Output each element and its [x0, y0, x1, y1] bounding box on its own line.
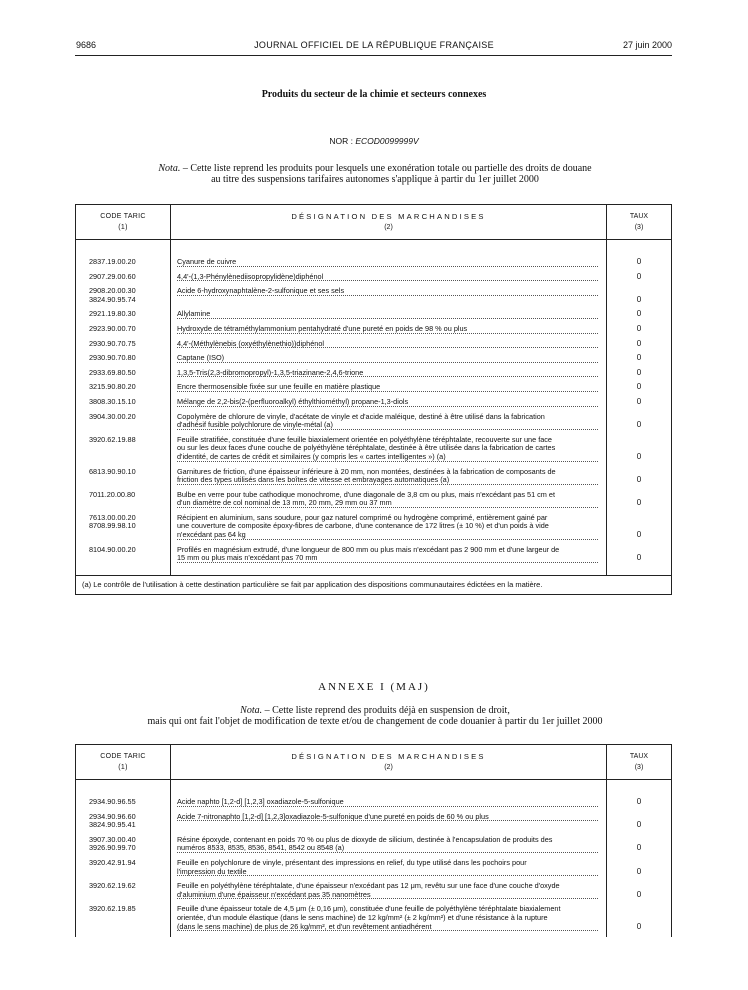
taux-header-label: TAUX — [629, 213, 649, 220]
table-row — [76, 859, 672, 882]
table-header — [76, 745, 672, 780]
table-row — [76, 882, 672, 905]
code-header-num: (1) — [118, 224, 128, 231]
designation-text: Garnitures de friction, d'une épaisseur inférieure à 20 mm, non montées, destinées à la fabrication de composants de friction des types utilisés dans les boîtes de vitesse et embrayages automatiques (a) — [177, 466, 556, 485]
annex-nota-line-2: mais qui ont fait l'objet de modification de texte et/ou de changement de code douanier à partir du 1er juillet 2000 — [147, 716, 603, 727]
taux-header-label: TAUX — [629, 753, 649, 760]
table-row — [76, 354, 672, 369]
designation-text: Mélange de 2,2-bis(2-(perfluoroalkyl) éthylthiométhyl) propane-1,3-diols — [177, 396, 409, 406]
taric-code: 2907.29.00.60 — [76, 273, 171, 288]
designation-cell — [171, 514, 607, 546]
column-header-designation — [171, 205, 607, 240]
taric-code: 2921.19.80.30 — [76, 310, 171, 325]
header-rule — [75, 55, 672, 56]
rate-cell: 0 — [607, 905, 672, 937]
rate-cell: 0 — [607, 287, 672, 310]
column-header-taux — [607, 205, 672, 240]
rate-cell: 0 — [607, 354, 672, 369]
code-header-num: (1) — [118, 764, 128, 771]
rate-cell: 0 — [607, 340, 672, 355]
designation-cell — [171, 273, 607, 288]
designation-text: Copolymère de chlorure de vinyle, d'acétate de vinyle et d'acide maléique, destiné à être utilisé dans la fabrication d'adhésif fusible polychlorure de vinyle-métal (a) — [177, 411, 545, 430]
designation-text: Encre thermosensible fixée sur une feuille en matière plastique — [177, 382, 381, 392]
rate-cell: 0 — [607, 468, 672, 491]
taric-code: 3904.30.00.20 — [76, 413, 171, 436]
taric-code: 2934.90.96.60 3824.90.95.41 — [76, 813, 171, 836]
nota-line-1: – Cette liste reprend les produits pour lesquels une exonération totale ou partielle des droits de douane — [180, 163, 592, 174]
table-row — [76, 491, 672, 514]
designation-header-label: DÉSIGNATION DES MARCHANDISES — [291, 752, 486, 761]
designation-text: Acide naphto [1,2-d] [1,2,3] oxadiazole-5-sulfonique — [177, 797, 344, 806]
rate-cell: 0 — [607, 273, 672, 288]
designation-text: Feuille en polychlorure de vinyle, présentant des impressions en relief, du type utilisé dans les pochoirs pour l'impression du textile — [177, 857, 527, 876]
designation-cell — [171, 546, 607, 569]
rate-cell: 0 — [607, 813, 672, 836]
taric-code: 3920.42.91.94 — [76, 859, 171, 882]
taric-code: 7613.00.00.20 8708.99.98.10 — [76, 514, 171, 546]
table-row — [76, 258, 672, 273]
table-row — [76, 398, 672, 413]
taric-code: 8104.90.00.20 — [76, 546, 171, 569]
designation-cell — [171, 836, 607, 859]
designation-cell — [171, 413, 607, 436]
designation-cell — [171, 340, 607, 355]
designation-cell — [171, 859, 607, 882]
rate-cell: 0 — [607, 383, 672, 398]
rate-cell: 0 — [607, 325, 672, 340]
nota-line-2: au titre des suspensions tarifaires autonomes s'applique à partir du 1er juillet 2000 — [211, 174, 539, 185]
designation-cell — [171, 258, 607, 273]
rate-cell: 0 — [607, 310, 672, 325]
annex-title: ANNEXE I (MAJ) — [318, 681, 430, 693]
taric-code: 2908.20.00.30 3824.90.95.74 — [76, 287, 171, 310]
table-row — [76, 273, 672, 288]
tariff-table — [75, 204, 672, 595]
designation-cell — [171, 882, 607, 905]
table-row — [76, 383, 672, 398]
page-number: 9686 — [76, 40, 97, 50]
taric-code: 2923.90.00.70 — [76, 325, 171, 340]
table-row — [76, 325, 672, 340]
designation-text: Feuille d'une épaisseur totale de 4,5 μm (± 0,16 μm), constituée d'une feuille de polyéthylène téréphtalate biaxialement orientée, d'un module élastique (dans le sens machine) de 12 kg/mm² (± 2 kg/mm²) et d'une résistance à la rupture (dans le sens machine) de plus de 26 kg/mm², et d'un revêtement antiadhérent — [177, 904, 561, 931]
designation-text: Profilés en magnésium extrudé, d'une longueur de 800 mm ou plus mais n'excédant pas 2 900 mm et d'une largeur de 15 mm ou plus mais n'excédant pas 70 mm — [177, 544, 560, 563]
column-header-code — [76, 745, 171, 780]
table-row — [76, 836, 672, 859]
designation-text: Cyanure de cuivre — [177, 257, 237, 266]
annex-tariff-table — [75, 744, 672, 937]
taric-code: 3808.30.15.10 — [76, 398, 171, 413]
designation-text: Feuille stratifiée, constituée d'une feuille biaxialement orientée en polyéthylène téréphtalate, recouverte sur une face ou sur les deux faces d'une couche de polyéthylène téréphtalate, destinée à être utilisée dans la fabrication de cartes d'identité, de cartes de crédit et similaires (y compris les « cartes intelligentes ») (a) — [177, 434, 556, 461]
table-footnote: (a) Le contrôle de l'utilisation à cette destination particulière se fait par application des dispositions communautaires édictées en la matière. — [76, 575, 672, 595]
nota-block — [130, 163, 620, 185]
table-body — [76, 258, 672, 569]
table-row — [76, 905, 672, 937]
column-header-taux — [607, 745, 672, 780]
taric-code: 6813.90.90.10 — [76, 468, 171, 491]
taric-code: 2933.69.80.50 — [76, 369, 171, 384]
code-header-label: CODE TARIC — [100, 213, 146, 220]
rate-cell: 0 — [607, 491, 672, 514]
designation-header-label: DÉSIGNATION DES MARCHANDISES — [291, 212, 486, 221]
taric-code: 2930.90.70.75 — [76, 340, 171, 355]
table-row — [76, 798, 672, 813]
taric-code: 2934.90.96.55 — [76, 798, 171, 813]
designation-cell — [171, 905, 607, 937]
taric-code: 3920.62.19.88 — [76, 436, 171, 468]
designation-cell — [171, 491, 607, 514]
table-footnote-row — [76, 575, 672, 595]
rate-cell: 0 — [607, 436, 672, 468]
taric-code: 3920.62.19.85 — [76, 905, 171, 937]
table-spacer — [76, 780, 672, 799]
table-row — [76, 340, 672, 355]
designation-text: Hydroxyde de tétraméthylammonium pentahydraté d'une pureté en poids de 98 % ou plus — [177, 323, 468, 333]
rate-cell: 0 — [607, 798, 672, 813]
table-row — [76, 369, 672, 384]
table-row — [76, 436, 672, 468]
section-title: Produits du secteur de la chimie et secteurs connexes — [261, 89, 487, 100]
designation-cell — [171, 287, 607, 310]
rate-cell: 0 — [607, 514, 672, 546]
table-row — [76, 468, 672, 491]
table-row — [76, 813, 672, 836]
taux-header-num: (3) — [634, 224, 644, 231]
page-header — [0, 40, 748, 54]
taric-code: 2837.19.00.20 — [76, 258, 171, 273]
rate-cell: 0 — [607, 836, 672, 859]
designation-cell — [171, 398, 607, 413]
designation-text: Acide 6-hydroxynaphtalène-2-sulfonique et ses sels — [177, 286, 345, 296]
designation-text: 1,3,5-Tris(2,3-dibromopropyl)-1,3,5-triazinane-2,4,6-trione — [177, 367, 364, 377]
designation-text: Résine époxyde, contenant en poids 70 % ou plus de dioxyde de silicium, destinée à l'encapsulation de produits des numéros 8533, 8535, 8536, 8541, 8542 ou 8548 (a) — [177, 834, 553, 853]
designation-cell — [171, 369, 607, 384]
annex-nota-line-1: – Cette liste reprend des produits déjà en suspension de droit, — [262, 705, 510, 716]
designation-text: Feuille en polyéthylène téréphtalate, d'une épaisseur n'excédant pas 12 μm, revêtu sur une face d'une couche d'oxyde d'aluminium d'une épaisseur n'excédant pas 35 nanomètres — [177, 881, 560, 899]
table-header — [76, 205, 672, 240]
annex-nota-label: Nota. — [240, 705, 263, 716]
nor-code: ECOD0099999V — [355, 136, 419, 146]
column-header-designation — [171, 745, 607, 780]
table-row — [76, 287, 672, 310]
designation-cell — [171, 798, 607, 813]
nor-label: NOR : — [329, 136, 353, 146]
designation-text: 4,4'-(Méthylènebis (oxyéthylènethio))diphénol — [177, 338, 325, 348]
code-header-label: CODE TARIC — [100, 753, 146, 760]
taric-code: 3920.62.19.62 — [76, 882, 171, 905]
designation-cell — [171, 468, 607, 491]
designation-text: Acide 7-nitronaphto [1,2-d] [1,2,3]oxadiazole-5-sulfonique d'une pureté en poids de 60 % ou plus — [177, 811, 489, 821]
rate-cell: 0 — [607, 413, 672, 436]
table-row — [76, 514, 672, 546]
rate-cell: 0 — [607, 398, 672, 413]
nor-reference — [0, 136, 748, 146]
designation-text: Bulbe en verre pour tube cathodique monochrome, d'une diagonale de 3,8 cm ou plus, mais n'excédant pas 51 cm et d'un diamètre de col nominal de 13 mm, 20 mm, 29 mm ou 37 mm — [177, 489, 556, 508]
designation-text: Captane (ISO) — [177, 353, 225, 363]
designation-text: 4,4'-(1,3-Phénylènediisopropylidène)diphénol — [177, 271, 324, 281]
taric-code: 7011.20.00.80 — [76, 491, 171, 514]
taric-code: 3215.90.80.20 — [76, 383, 171, 398]
designation-cell — [171, 436, 607, 468]
nota-label: Nota. — [158, 163, 181, 174]
journal-title: JOURNAL OFFICIEL DE LA RÉPUBLIQUE FRANÇAISE — [254, 40, 494, 50]
rate-cell: 0 — [607, 258, 672, 273]
designation-text: Récipient en aluminium, sans soudure, pour gaz naturel comprimé ou hydrogène comprimé, entièrement gainé par une couverture de composite époxy-fibres de carbone, d'une contenance de 172 litres (± 10 %) et d'un poids à vide n'excédant pas 64 kg — [177, 512, 549, 540]
designation-header-num: (2) — [384, 224, 393, 231]
table-row — [76, 413, 672, 436]
table-spacer — [76, 240, 672, 259]
rate-cell: 0 — [607, 859, 672, 882]
table-row — [76, 310, 672, 325]
designation-header-num: (2) — [384, 764, 393, 771]
table-body — [76, 798, 672, 937]
table-row — [76, 546, 672, 569]
column-header-code — [76, 205, 171, 240]
rate-cell: 0 — [607, 369, 672, 384]
designation-cell — [171, 354, 607, 369]
rate-cell: 0 — [607, 882, 672, 905]
designation-cell — [171, 813, 607, 836]
taric-code: 3907.30.00.40 3926.90.99.70 — [76, 836, 171, 859]
taric-code: 2930.90.70.80 — [76, 354, 171, 369]
designation-text: Allylamine — [177, 309, 211, 319]
designation-cell — [171, 383, 607, 398]
annex-nota-block — [130, 705, 620, 727]
rate-cell: 0 — [607, 546, 672, 569]
taux-header-num: (3) — [634, 764, 644, 771]
designation-cell — [171, 325, 607, 340]
publication-date: 27 juin 2000 — [622, 40, 672, 50]
designation-cell — [171, 310, 607, 325]
